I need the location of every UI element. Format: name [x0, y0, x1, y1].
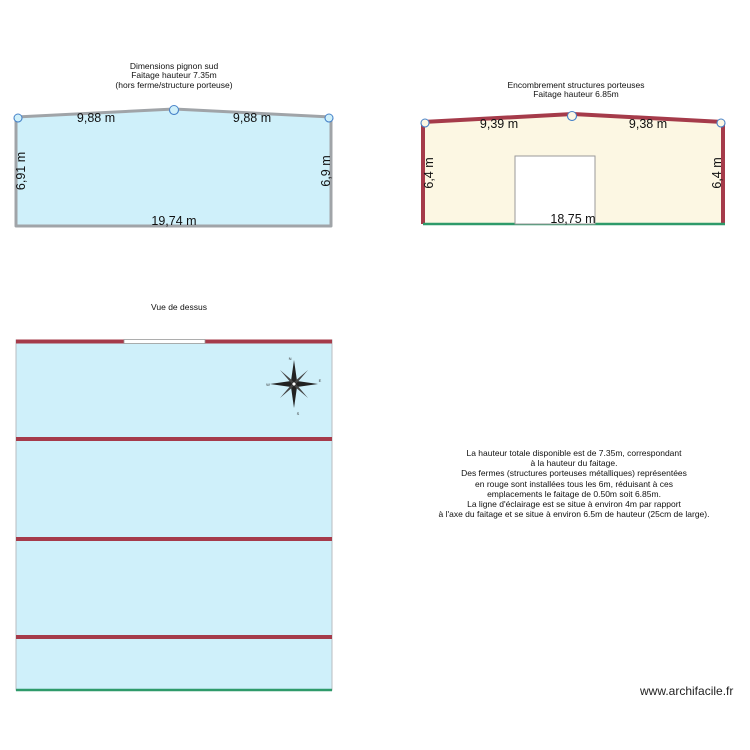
- structures-drawing: [421, 80, 725, 226]
- top-view-caption: Vue de dessus: [151, 302, 207, 312]
- note-line: en rouge sont installées tous les 6m, réduisant à ces: [475, 478, 673, 489]
- south-gable-dim-slope-right: 9,88 m: [232, 111, 272, 125]
- compass-letter-n: N: [288, 356, 292, 361]
- structures-dim-height-left: 6,4 m: [422, 157, 436, 189]
- south-gable-caption-2: Faitage hauteur 7.35m: [131, 70, 217, 80]
- south-gable-shape[interactable]: [16, 109, 331, 226]
- compass-letter-e: E: [318, 378, 322, 383]
- structures-dim-width: 18,75 m: [550, 212, 596, 226]
- top-view-light-line: [124, 340, 205, 344]
- structures-caption-2: Faitage hauteur 6.85m: [533, 89, 619, 99]
- south-gable-node-left: [14, 114, 22, 122]
- structures-dim-slope-left: 9,39 m: [479, 117, 519, 131]
- south-gable-dim-height-left: 6,91 m: [14, 151, 28, 191]
- south-gable-dim-width: 19,74 m: [151, 214, 197, 228]
- south-gable-dim-height-right: 6,9 m: [319, 155, 333, 187]
- structures-caption-1: Encombrement structures porteuses: [507, 80, 645, 90]
- structures-dim-height-right: 6,4 m: [710, 157, 724, 189]
- explanation-note: [418, 448, 730, 519]
- south-gable-caption-1: Dimensions pignon sud: [129, 61, 219, 71]
- compass-letter-s: S: [296, 411, 300, 416]
- south-gable-drawing: [14, 61, 333, 228]
- structures-node-right: [717, 119, 725, 127]
- note-line: emplacements le faitage de 0.50m soit 6.85m.: [487, 488, 661, 499]
- credit-link[interactable]: www.archifacile.fr: [640, 684, 734, 698]
- structures-node-ridge: [568, 112, 577, 121]
- south-gable-caption-3: (hors ferme/structure porteuse): [115, 80, 233, 90]
- south-gable-node-right: [325, 114, 333, 122]
- note-line: à l'axe du faitage et se situe à environ 6.5m de hauteur (25cm de large).: [438, 509, 710, 520]
- top-view-drawing: [16, 302, 332, 690]
- note-line: La hauteur totale disponible est de 7.35m, correspondant: [466, 448, 682, 458]
- note-line: Des fermes (structures porteuses métalliques) représentées: [461, 468, 687, 479]
- note-line: La ligne d'éclairage est se situe à environ 4m par rapport: [467, 499, 681, 510]
- structures-dim-slope-right: 9,38 m: [628, 117, 668, 131]
- south-gable-dim-slope-left: 9,88 m: [76, 111, 116, 125]
- compass-letter-w: W: [266, 382, 270, 387]
- south-gable-node-ridge: [170, 106, 179, 115]
- note-line: à la hauteur du faitage.: [530, 458, 618, 469]
- structures-node-left: [421, 119, 429, 127]
